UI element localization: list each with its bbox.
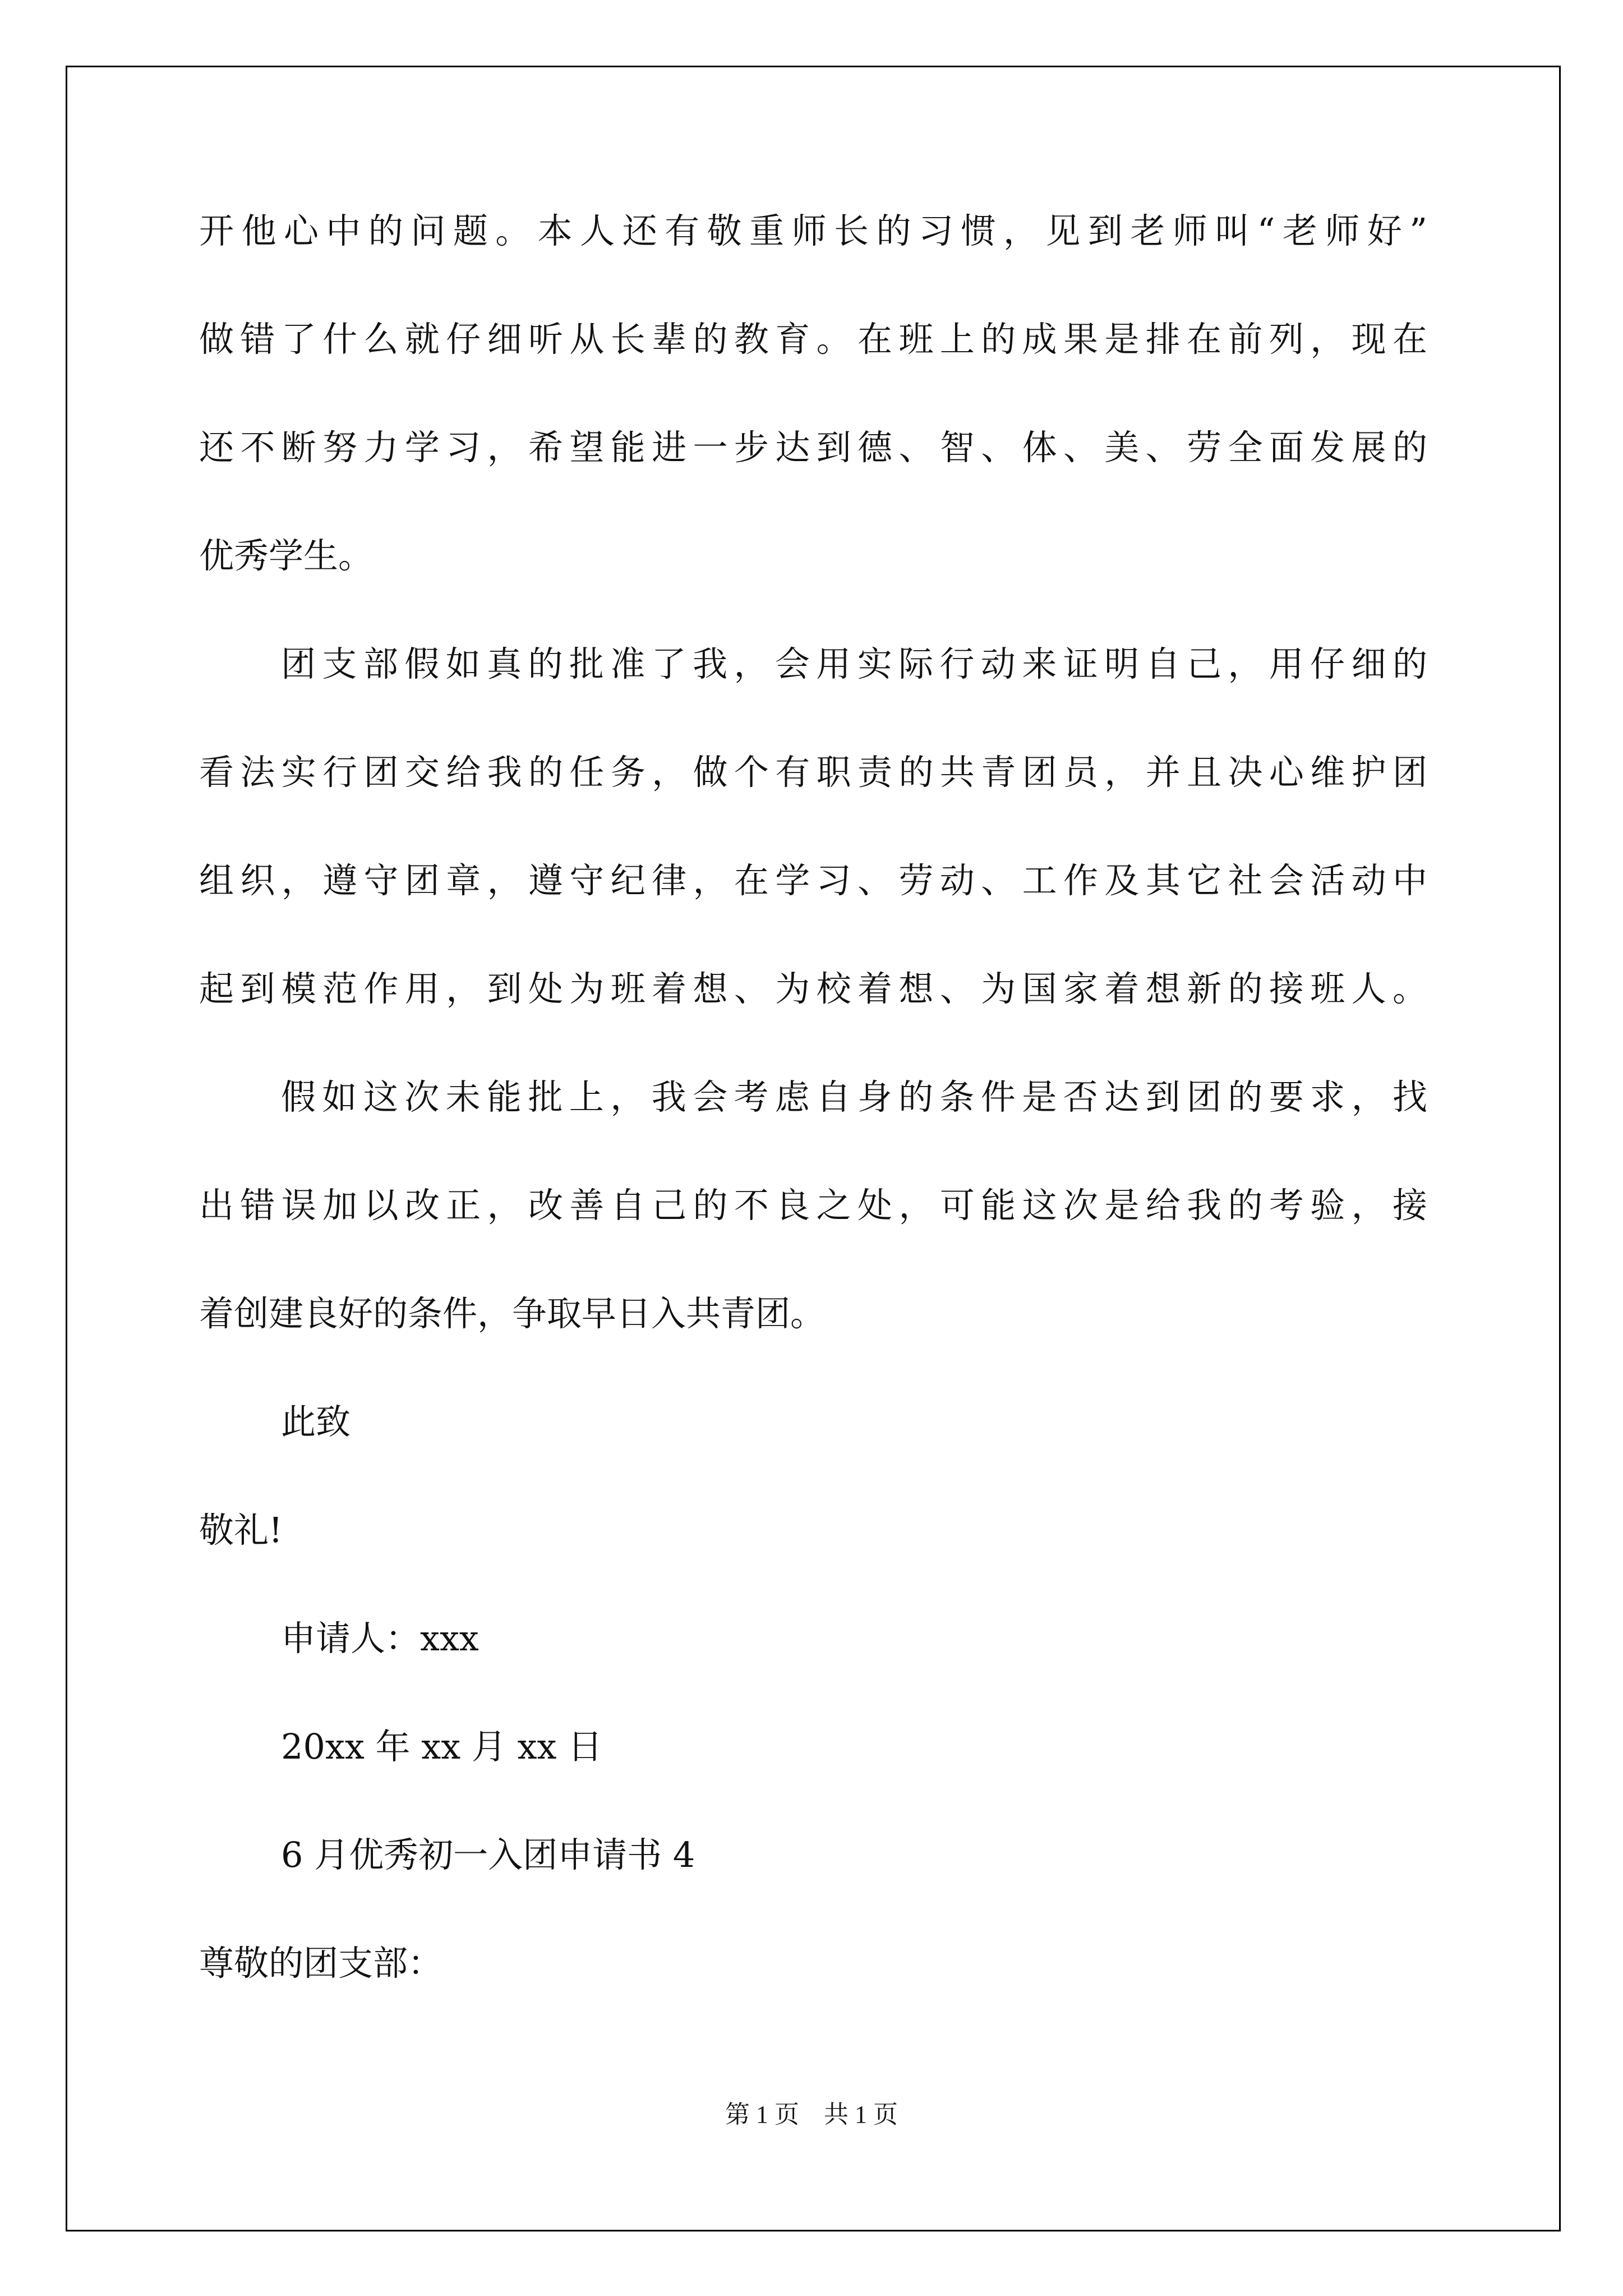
applicant-name: 申请人：xxx bbox=[281, 1618, 479, 1659]
paragraph-line: 着创建良好的条件，争取早日入共青团。 bbox=[199, 1293, 826, 1334]
paragraph-line: 做错了什么就仔细听从长辈的教育。在班上的成果是排在前列，现在 bbox=[199, 319, 1427, 360]
page-border bbox=[66, 66, 1561, 2231]
paragraph-line: 开他心中的问题。本人还有敬重师长的习惯，见到老师叫“老师好” bbox=[199, 210, 1427, 251]
closing-greeting: 此致 bbox=[281, 1401, 351, 1442]
paragraph-line: 起到模范作用，到处为班着想、为校着想、为国家着想新的接班人。 bbox=[199, 968, 1427, 1009]
page-number-footer: 第 1 页 共 1 页 bbox=[725, 2101, 898, 2128]
paragraph-line: 团支部假如真的批准了我，会用实际行动来证明自己，用仔细的 bbox=[281, 643, 1427, 684]
paragraph-line: 优秀学生。 bbox=[199, 535, 374, 576]
paragraph-line: 假如这次未能批上，我会考虑自身的条件是否达到团的要求，找 bbox=[281, 1076, 1427, 1117]
paragraph-line: 看法实行团交给我的任务，做个有职责的共青团员，并且决心维护团 bbox=[199, 752, 1427, 793]
paragraph-line: 组织，遵守团章，遵守纪律，在学习、劳动、工作及其它社会活动中 bbox=[199, 860, 1427, 901]
date-line: 20xx 年 xx 月 xx 日 bbox=[281, 1726, 603, 1767]
section-title: 6 月优秀初一入团申请书 4 bbox=[281, 1834, 695, 1875]
paragraph-line: 还不断努力学习，希望能进一步达到德、智、体、美、劳全面发展的 bbox=[199, 427, 1427, 468]
paragraph-line: 出错误加以改正，改善自己的不良之处，可能这次是给我的考验，接 bbox=[199, 1185, 1427, 1226]
recipient-line: 尊敬的团支部： bbox=[199, 1943, 443, 1984]
salutation: 敬礼! bbox=[199, 1510, 283, 1550]
